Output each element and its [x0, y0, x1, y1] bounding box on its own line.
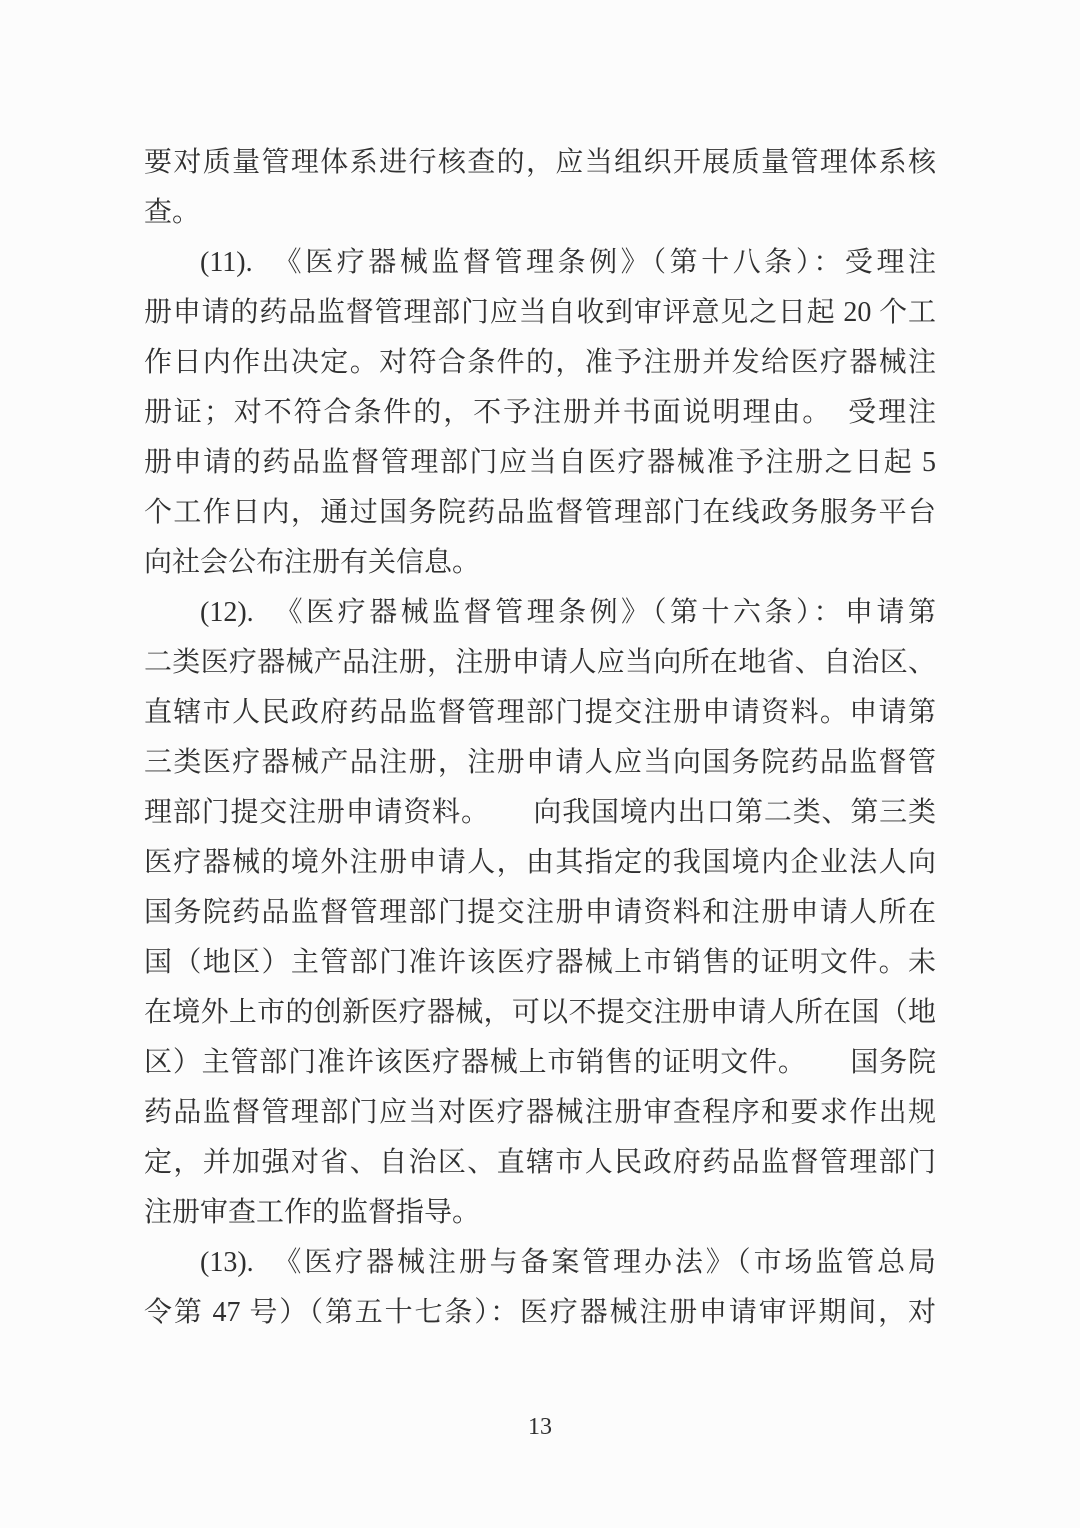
text-line: 个工作日内，通过国务院药品监督管理部门在线政务服务平台	[144, 497, 936, 528]
text-line: 册申请的药品监督管理部门应当自医疗器械准予注册之日起 5	[144, 447, 936, 478]
text-line: 直辖市人民政府药品监督管理部门提交注册申请资料。申请第	[144, 697, 936, 728]
text-line: 要对质量管理体系进行核查的，应当组织开展质量管理体系核	[144, 147, 936, 178]
text-line: 向社会公布注册有关信息。	[144, 547, 481, 578]
text-line: (11). 《医疗器械监督管理条例》（第十八条）：受理注	[200, 247, 936, 278]
text-line: (12). 《医疗器械监督管理条例》（第十六条）：申请第	[200, 597, 936, 628]
text-line: 注册审查工作的监督指导。	[144, 1197, 481, 1228]
page-number: 13	[528, 1414, 552, 1440]
document-text-block	[144, 138, 936, 1338]
text-line: 在境外上市的创新医疗器械，可以不提交注册申请人所在国（地	[144, 997, 936, 1028]
text-line: 定，并加强对省、自治区、直辖市人民政府药品监督管理部门	[144, 1147, 936, 1178]
text-line: 理部门提交注册申请资料。 向我国境内出口第二类、第三类	[144, 797, 936, 828]
text-line: 国（地区）主管部门准许该医疗器械上市销售的证明文件。未	[144, 947, 936, 978]
text-line: 作日内作出决定。对符合条件的，准予注册并发给医疗器械注	[144, 347, 936, 378]
text-line: 二类医疗器械产品注册，注册申请人应当向所在地省、自治区、	[144, 647, 936, 678]
text-line: 令第 47 号）（第五十七条）：医疗器械注册申请审评期间，对	[144, 1297, 936, 1328]
text-line: 册证；对不符合条件的，不予注册并书面说明理由。 受理注	[144, 397, 936, 428]
text-line: 医疗器械的境外注册申请人，由其指定的我国境内企业法人向	[144, 847, 936, 878]
text-line: 国务院药品监督管理部门提交注册申请资料和注册申请人所在	[144, 897, 936, 928]
text-line: 区）主管部门准许该医疗器械上市销售的证明文件。 国务院	[144, 1047, 936, 1078]
text-line: 册申请的药品监督管理部门应当自收到审评意见之日起 20 个工	[144, 297, 936, 328]
text-line: 查。	[144, 197, 201, 228]
text-line: 三类医疗器械产品注册，注册申请人应当向国务院药品监督管	[144, 747, 936, 778]
text-line: (13). 《医疗器械注册与备案管理办法》（市场监管总局	[200, 1247, 936, 1278]
text-line: 药品监督管理部门应当对医疗器械注册审查程序和要求作出规	[144, 1097, 936, 1128]
